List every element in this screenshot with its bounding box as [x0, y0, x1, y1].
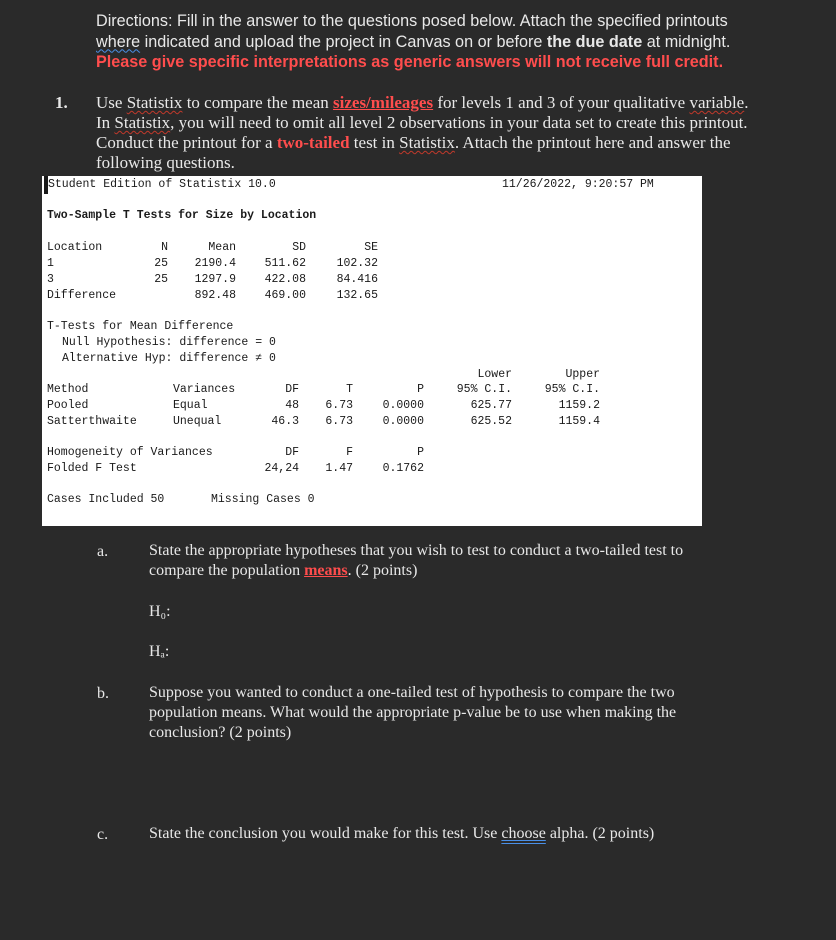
desc-row-2-sd: 422.08	[264, 273, 306, 286]
part-b-line-3: conclusion? (2 points)	[149, 724, 292, 741]
ttest-row-2-ci-lower: 625.52	[470, 415, 512, 428]
due-date-bold: the due date	[546, 32, 643, 51]
col-se-header: SE	[364, 241, 378, 254]
col-p-header: P	[417, 383, 424, 396]
part-b-line-2: population means. What would the appropriate p-value be to use when making the	[149, 704, 677, 721]
question-1-line-4: following questions.	[96, 153, 235, 172]
folded-f-df: 24,24	[264, 462, 299, 475]
part-b-label: b.	[97, 685, 109, 702]
ttest-row-2-ci-upper: 1159.4	[558, 415, 600, 428]
sizes-mileages-word: sizes/mileages	[333, 93, 434, 112]
part-b-line-1: Suppose you wanted to conduct a one-tailed test of hypothesis to compare the two	[149, 684, 675, 701]
variable-word: variable	[689, 93, 745, 112]
desc-row-1-location: 1	[47, 257, 54, 270]
directions-warning: Please give specific interpretations as generic answers will not receive full credit.	[96, 53, 724, 71]
homog-p-header: P	[417, 446, 424, 459]
part-a-l2-a: compare the population	[149, 562, 305, 579]
part-c-a: State the conclusion you would make for this test. Use	[149, 825, 502, 842]
desc-row-3-mean: 892.48	[194, 289, 236, 302]
col-ci-lower-header: 95% C.I.	[456, 383, 512, 396]
col-location-header: Location	[47, 241, 103, 254]
homog-title: Homogeneity of Variances	[47, 446, 213, 459]
ttest-row-1-ci-upper: 1159.2	[558, 399, 600, 412]
folded-f-value: 1.47	[325, 462, 353, 475]
part-a-question	[149, 541, 749, 581]
where-word: where	[96, 32, 141, 51]
statistix-word-3: Statistix	[399, 133, 455, 152]
ttest-row-2-df: 46.3	[271, 415, 299, 428]
ttest-row-1-p: 0.0000	[382, 399, 424, 412]
cases-included: Cases Included 50	[47, 493, 165, 506]
col-method-header: Method	[47, 383, 89, 396]
col-df-header: DF	[285, 383, 299, 396]
question-1-line-2	[96, 113, 796, 133]
q1-line1-part	[96, 93, 748, 113]
part-c-question	[149, 824, 749, 844]
part-b-question	[149, 683, 749, 743]
statistix-word-2: Statistix	[114, 113, 171, 132]
q1-l3-b: test in	[349, 133, 400, 152]
null-hypothesis: Null Hypothesis: difference = 0	[62, 336, 276, 349]
timestamp: 11/26/2022, 9:20:57 PM	[502, 178, 654, 191]
null-hypothesis-answer-label: H₀:	[149, 603, 171, 620]
means-word: means	[304, 562, 348, 579]
part-a-label: a.	[97, 543, 109, 560]
desc-row-3-se: 132.65	[336, 289, 378, 302]
ttest-row-1-df: 48	[285, 399, 299, 412]
directions-block	[96, 11, 796, 73]
col-variances-header: Variances	[173, 383, 236, 396]
part-c-b: alpha. (2 points)	[545, 825, 655, 842]
q1-l3-a: Conduct the printout for a	[96, 133, 277, 152]
directions-line-1: Directions: Fill in the answer to the questions posed below. Attach the specified printouts	[96, 12, 728, 30]
part-c-label: c.	[97, 826, 109, 843]
ttest-row-2-variances: Unequal	[173, 415, 222, 428]
col-mean-header: Mean	[208, 241, 236, 254]
desc-row-3-location: Difference	[47, 289, 117, 302]
part-a-line-2	[149, 561, 749, 581]
q1-l2-a: In	[96, 113, 115, 132]
q1-l3-c: . Attach the printout here and answer the	[454, 133, 731, 152]
ttest-title: T-Tests for Mean Difference	[47, 320, 234, 333]
question-1-number: 1.	[55, 93, 68, 112]
desc-row-1-sd: 511.62	[264, 257, 306, 270]
ttest-row-1-variances: Equal	[173, 399, 208, 412]
statistix-word: Statistix	[126, 93, 183, 112]
directions-line-2-end: at midnight.	[642, 32, 731, 51]
ttest-row-1-t: 6.73	[325, 399, 353, 412]
question-1-line-3	[96, 133, 796, 153]
two-tailed-word: two-tailed	[276, 133, 350, 152]
directions-line-2-text: indicated and upload the project in Canvas on or before	[140, 32, 547, 51]
question-1-line-1	[96, 93, 796, 113]
q1-l2-b: , you will need to omit all level 2 observations in your data set to create this printout.	[170, 113, 748, 132]
desc-row-1-se: 102.32	[336, 257, 378, 270]
homog-f-header: F	[346, 446, 353, 459]
missing-cases: Missing Cases 0	[211, 493, 315, 506]
folded-f-p: 0.1762	[382, 462, 424, 475]
q1-l1-d: .	[744, 93, 749, 112]
col-t-header: T	[346, 383, 353, 396]
desc-row-2-location: 3	[47, 273, 54, 286]
col-ci-upper-header: 95% C.I.	[544, 383, 600, 396]
col-n-header: N	[161, 241, 168, 254]
edition-label: Student Edition of Statistix 10.0	[48, 178, 276, 191]
desc-row-3-sd: 469.00	[264, 289, 306, 302]
question-1-text	[96, 93, 796, 173]
choose-word: choose	[501, 825, 546, 842]
statistix-printout	[42, 176, 702, 526]
q1-l1-a: Use	[96, 93, 127, 112]
ttest-row-2-t: 6.73	[325, 415, 353, 428]
ttest-row-1-ci-lower: 625.77	[470, 399, 512, 412]
folded-f-label: Folded F Test	[47, 462, 137, 475]
ttest-row-1-method: Pooled	[47, 399, 89, 412]
q1-l1-b: to compare the mean	[182, 93, 334, 112]
col-sd-header: SD	[292, 241, 306, 254]
alternative-hypothesis: Alternative Hyp: difference ≠ 0	[62, 352, 276, 365]
desc-row-2-n: 25	[154, 273, 168, 286]
ci-upper-top-header: Upper	[565, 368, 600, 381]
part-a-l2-b: . (2 points)	[347, 562, 418, 579]
desc-row-2-se: 84.416	[336, 273, 378, 286]
ci-lower-top-header: Lower	[477, 368, 512, 381]
part-a-line-1: State the appropriate hypotheses that you wish to test to conduct a two-tailed test to	[149, 542, 684, 559]
q1-l1-c: for levels 1 and 3 of your qualitative	[433, 93, 690, 112]
directions-line-2	[96, 32, 796, 53]
desc-row-1-n: 25	[154, 257, 168, 270]
desc-row-1-mean: 2190.4	[194, 257, 236, 270]
printout-title: Two-Sample T Tests for Size by Location	[47, 209, 317, 222]
ttest-row-2-p: 0.0000	[382, 415, 424, 428]
desc-row-2-mean: 1297.9	[194, 273, 236, 286]
alt-hypothesis-answer-label: Hₐ:	[149, 643, 170, 660]
homog-df-header: DF	[285, 446, 299, 459]
ttest-row-2-method: Satterthwaite	[47, 415, 137, 428]
